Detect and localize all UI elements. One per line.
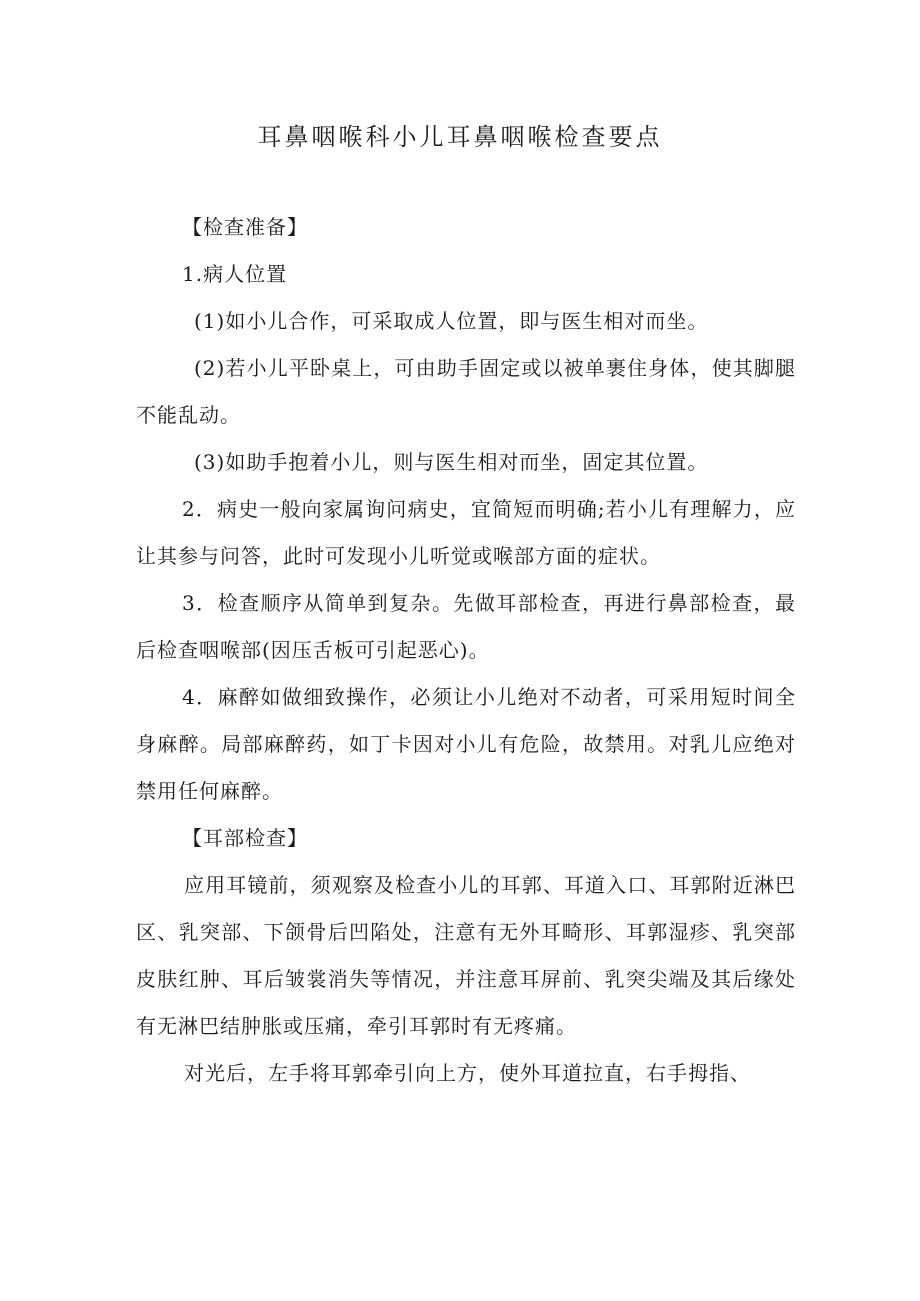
section-heading-ear-exam: 【耳部检查】: [182, 826, 308, 850]
item-medical-history: 2．病史一般向家属询问病史，宜简短而明确;若小儿有理解力，应让其参与问答，此时可发现小儿听觉或喉部方面的症状。: [136, 497, 796, 568]
paragraph-otoscope: 应用耳镜前，须观察及检查小儿的耳郭、耳道入口、耳郭附近淋巴区、乳突部、下颌骨后凹陷处，注意有无外耳畸形、耳郭湿疹、乳突部皮肤红肿、耳后皱裳消失等情况，并注意耳屏前、乳突尖端及其后缘处有无淋巴结肿胀或压痛，牵引耳郭时有无疼痛。: [136, 873, 796, 1038]
document-title: 耳鼻咽喉科小儿耳鼻咽喉检查要点: [257, 123, 663, 151]
section-heading-preparation: 【检查准备】: [182, 215, 308, 239]
item-anesthesia: 4．麻醉如做细致操作，必须让小儿绝对不动者，可采用短时间全身麻醉。局部麻醉药，如丁卡因对小儿有危险，故禁用。对乳儿应绝对禁用任何麻醉。: [136, 685, 796, 803]
document-body: [136, 204, 796, 1097]
subitem-3: (3)如助手抱着小儿，则与医生相对而坐，固定其位置。: [194, 450, 709, 474]
subitem-1: (1)如小儿合作，可采取成人位置，即与医生相对而坐。: [194, 309, 709, 333]
item-patient-position: 1.病人位置: [182, 262, 288, 286]
item-exam-order: 3．检查顺序从简单到复杂。先做耳部检查，再进行鼻部检查，最后检查咽喉部(因压舌板可引起恶心)。: [136, 591, 796, 662]
subitem-2: (2)若小儿平卧桌上，可由助手固定或以被单裹住身体，使其脚腿不能乱动。: [136, 356, 796, 427]
paragraph-light-adjust: 对光后，左手将耳郭牵引向上方，使外耳道拉直，右手拇指、: [184, 1061, 751, 1085]
